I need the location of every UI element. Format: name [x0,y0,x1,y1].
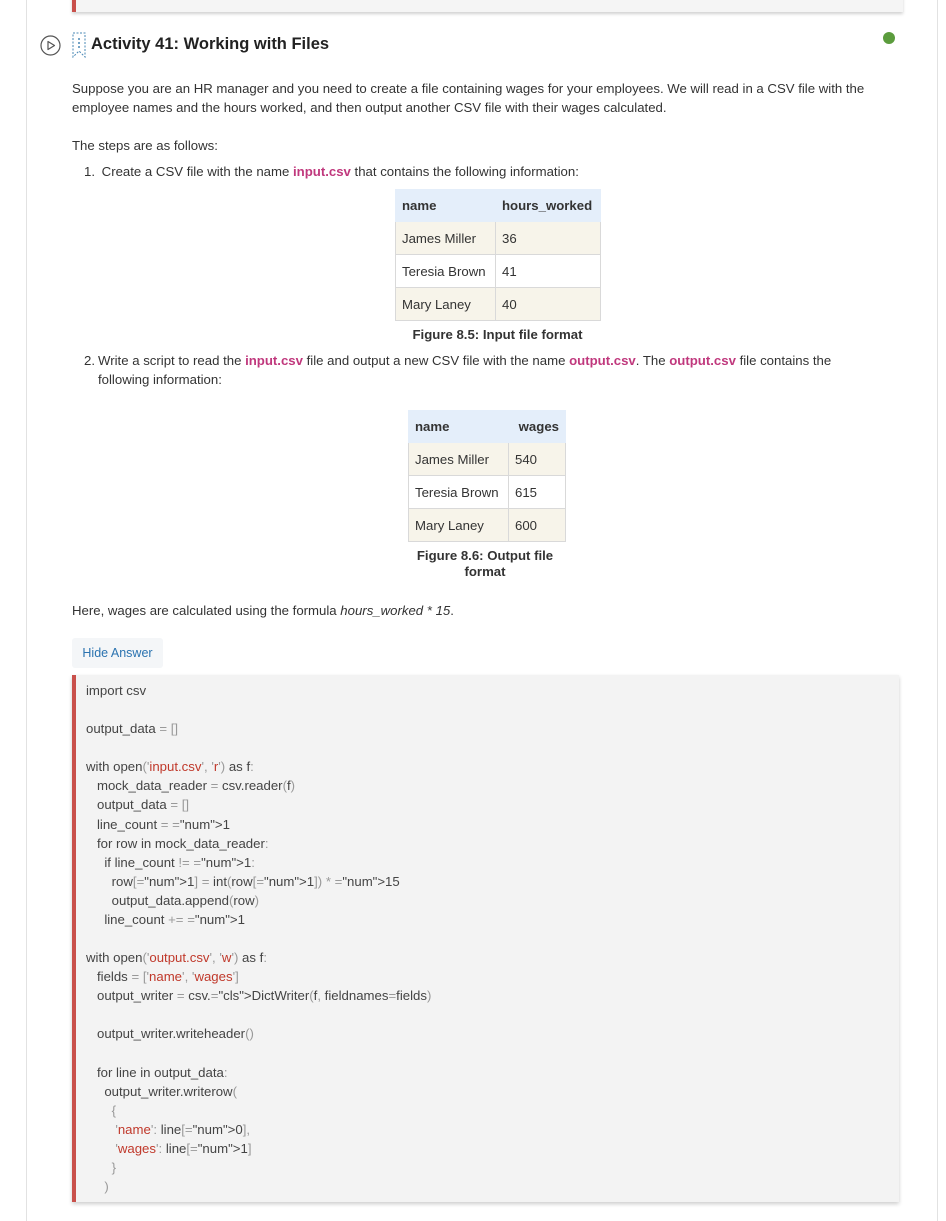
table-cell: 600 [509,509,566,542]
code-line: output_data = [] [86,797,190,813]
status-dot [883,32,895,44]
table-cell: 40 [496,288,601,321]
table-row [396,222,601,255]
table-cell: James Miller [409,443,509,476]
table-cell: James Miller [396,222,496,255]
step-text: Write a script to read the [98,353,246,368]
activity-title: Activity 41: Working with Files [91,35,330,53]
formula-text: Here, wages are calculated using the formula [72,603,341,618]
table-row [409,509,566,542]
caption-line: Figure 8.6: Output file [416,548,554,563]
step-number: 2. [84,353,95,368]
table-cell: 41 [496,255,601,288]
formula-expression: hours_worked * 15 [340,603,451,618]
code-line: line_count += ="num">1 [86,911,245,927]
code-line: with open('output.csv', 'w') as f: [86,950,267,966]
code-line: ) [104,1179,109,1195]
step-number: 1. [84,164,95,179]
filename-output-csv: output.csv [569,353,636,368]
hide-answer-button[interactable]: Hide Answer [72,638,163,668]
input-file-table [395,189,601,321]
code-line: 'name': line[="num">0], [115,1121,251,1137]
code-line: for line in output_data: [86,1064,228,1080]
previous-code-text [86,0,187,1]
intro-paragraph: Suppose you are an HR manager and you need to create a file containing wages for your employees. We will read in a CSV file with the employee names and the hours worked, and then output another CSV file with their wages calculated. [72,81,865,115]
table-cell: 36 [496,222,601,255]
filename-input-csv: input.csv [245,353,303,368]
filename-input-csv: input.csv [292,164,351,179]
table-row [409,476,566,509]
code-line: for row in mock_data_reader: [86,835,269,851]
figure-caption: Figure 8.5: Input file format [412,327,583,342]
code-line: output_writer.writerow( [86,1083,237,1099]
column-header: name [396,190,496,222]
formula-text: . [450,603,454,618]
table-cell: Mary Laney [396,288,496,321]
table-row [396,288,601,321]
column-header: wages [509,411,566,443]
filename-output-csv: output.csv [669,353,736,368]
table-cell: 540 [509,443,566,476]
code-line: output_data.append(row) [86,892,260,908]
output-file-table [408,410,566,542]
table-row [409,443,566,476]
code-line: import csv [86,683,147,698]
table-cell: Teresia Brown [409,476,509,509]
code-line: with open('input.csv', 'r') as f: [86,759,254,775]
code-line: output_writer.writeheader() [86,1026,254,1042]
step-text: file contains the [735,353,832,368]
caption-line: format [464,564,506,579]
table-header-row [409,411,566,443]
code-line: { [111,1102,117,1118]
activity-header [40,32,900,58]
answer-code-block [72,675,899,1202]
code-line: output_data = [] [86,721,179,737]
code-line: if line_count != ="num">1: [86,854,255,870]
table-cell: Mary Laney [409,509,509,542]
column-header: name [409,411,509,443]
code-line: row[="num">1] = int(row[="num">1]) * ="num">15 [86,873,400,889]
step-text: file and output a new CSV file with the name [302,353,570,368]
step-text: Create a CSV file with the name [101,164,293,179]
code-line: } [111,1160,117,1175]
table-cell: Teresia Brown [396,255,496,288]
code-line: line_count = ="num">1 [86,816,230,832]
column-header: hours_worked [496,190,601,222]
table-header-row [396,190,601,222]
step-text-continued: following information: [98,372,222,387]
formula-paragraph [72,601,454,620]
code-line: mock_data_reader = csv.reader(f) [86,778,296,794]
figure-caption [408,548,562,580]
step-2 [84,351,874,389]
content-left-border [26,0,27,1221]
content-right-border [937,0,938,1221]
steps-intro: The steps are as follows: [72,138,218,153]
table-cell: 615 [509,476,566,509]
table-row [396,255,601,288]
code-line: 'wages': line[="num">1] [115,1140,252,1156]
code-line: fields = ['name', 'wages'] [86,969,239,985]
step-text: . The [635,353,670,368]
bookmark-icon[interactable] [72,32,86,63]
code-line: output_writer = csv.="cls">DictWriter(f, fieldnames=fields) [86,988,432,1004]
previous-code-block [72,0,903,12]
step-text: that contains the following information: [350,164,579,179]
step-1 [84,162,884,181]
play-icon[interactable] [40,35,61,61]
